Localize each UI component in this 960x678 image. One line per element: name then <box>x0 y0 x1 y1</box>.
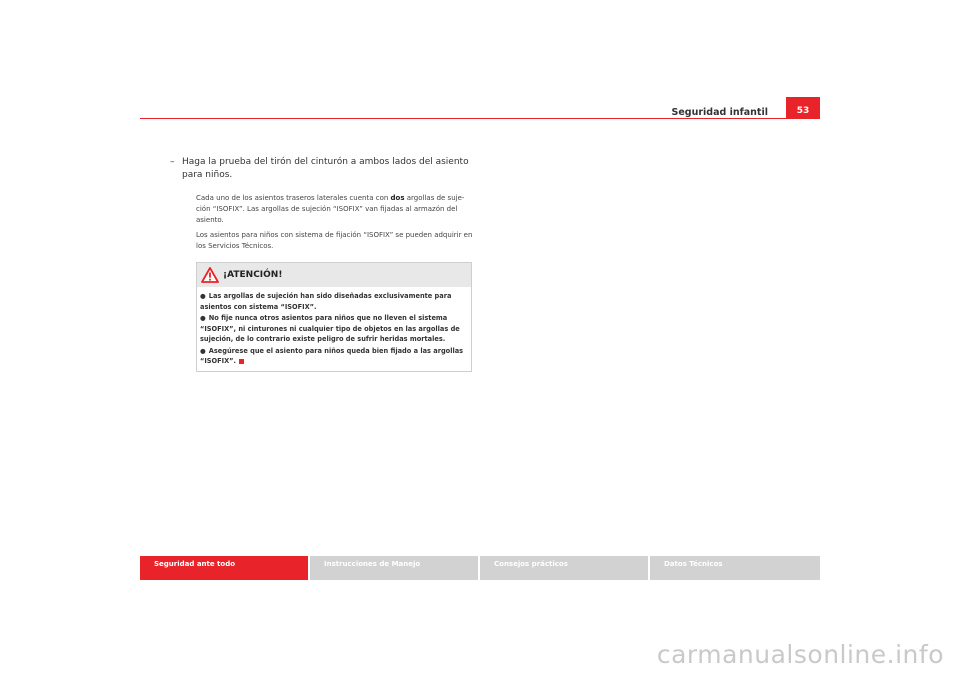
footer-tab-label: Seguridad ante todo <box>154 560 236 568</box>
footer-tab-consejos[interactable] <box>480 556 648 580</box>
watermark: carmanualsonline.info <box>656 640 944 669</box>
warning-item <box>200 313 468 345</box>
bullet-icon: ● <box>200 346 206 355</box>
footer-tab-label: Instrucciones de Manejo <box>324 560 421 568</box>
footer-tab-datos[interactable] <box>650 556 820 580</box>
warning-header <box>197 263 471 287</box>
warning-item-text: Asegúrese que el asiento para niños queda bien fijado a las argollas “ISOFIX”. <box>200 346 464 365</box>
step-dash: – <box>170 157 175 167</box>
footer-tab-label: Consejos prácticos <box>494 560 568 568</box>
footer-tab-instrucciones[interactable] <box>310 556 478 580</box>
step-text: Haga la prueba del tirón del cinturón a ambos lados del asiento para niños. <box>182 157 469 180</box>
paragraph-text: Cada uno de los asientos traseros laterales cuenta con <box>196 194 391 202</box>
paragraph-emphasis: dos <box>390 194 405 202</box>
footer-tab-label: Datos Técnicos <box>664 560 723 568</box>
header-divider <box>140 118 820 119</box>
warning-item <box>200 346 468 367</box>
instruction-step <box>170 156 475 182</box>
warning-item-text: No fije nunca otros asientos para niños que no lleven el sistema “ISOFIX”, ni cinturones ni cualquier tipo de objetos en las argollas de sujeción, de lo contrario existe peligro de sufrir heridas mortales. <box>200 314 460 343</box>
warning-item <box>200 291 468 312</box>
warning-list <box>197 287 471 367</box>
warning-title: ¡ATENCIÓN! <box>223 270 283 280</box>
paragraph-text: argollas de sujeción “ISOFIX”. Las argollas de sujeción “ISOFIX” van fijadas al armazón del asiento. <box>196 194 465 224</box>
section-end-icon <box>239 359 244 364</box>
footer-tab-seguridad[interactable] <box>140 556 308 580</box>
warning-triangle-icon <box>201 267 219 283</box>
page-section-title: Seguridad infantil <box>671 107 768 118</box>
paragraph-isofix-purchase: Los asientos para niños con sistema de fijación “ISOFIX” se pueden adquirir en los Servicios Técnicos. <box>196 231 473 250</box>
warning-item-text: Las argollas de sujeción han sido diseñadas exclusivamente para asientos con sistema “ISOFIX”. <box>200 292 452 311</box>
warning-box <box>196 262 472 372</box>
footer-navigation <box>140 556 820 580</box>
bullet-icon: ● <box>200 292 206 300</box>
paragraph-isofix-anchors <box>196 193 476 226</box>
page-number: 53 <box>786 97 820 118</box>
bullet-icon: ● <box>200 314 206 322</box>
